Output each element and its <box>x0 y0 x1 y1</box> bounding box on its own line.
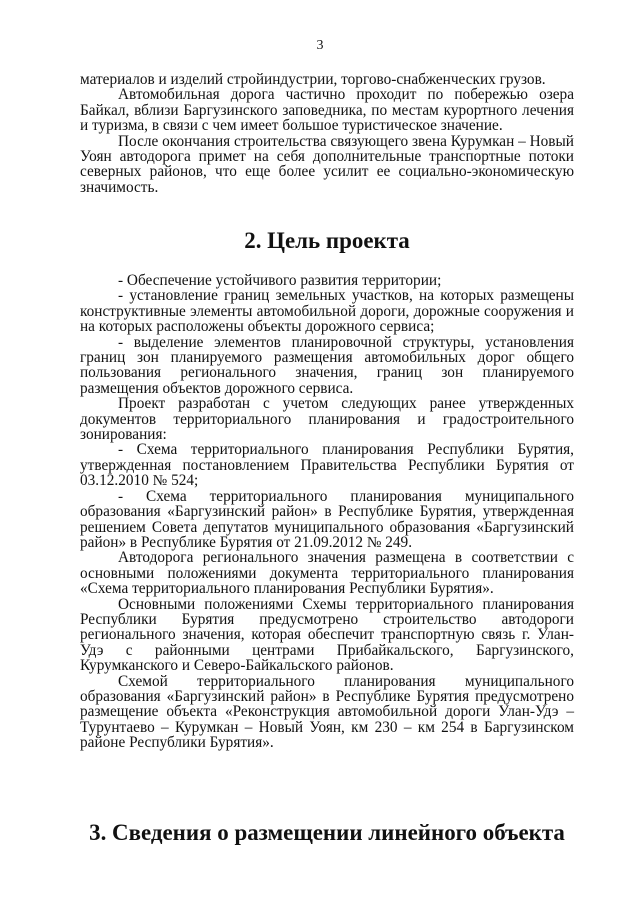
section-3-heading-wrap <box>80 820 574 845</box>
paragraph: Автодорога регионального значения размещена в соответствии с основными положениями документа территориального планирования «Схема территориального планирования Республики Бурятия». <box>80 549 574 598</box>
paragraph: После окончания строительства связующего звена Курумкан – Новый Уоян автодорога примет на себя дополнительные транспортные потоки северных районов, что еще более усилит ее социально-экономическую значимость. <box>80 132 574 196</box>
paragraph: - Обеспечение устойчивого развития территории; <box>118 272 442 289</box>
paragraph: материалов и изделий стройиндустрии, торгово-снабженческих грузов. <box>80 71 546 88</box>
paragraph: - Схема территориального планирования муниципального образования «Баргузинский район» в Республике Бурятия, утвержденная решением Совета депутатов муниципального образования «Баргузинский район» в Республике Бурятия от 21.09.2012 № 249. <box>80 487 574 551</box>
paragraph: Схемой территориального планирования муниципального образования «Баргузинский район» в Республике Бурятия предусмотрено размещение объекта «Реконструкция автомобильной дороги Улан-Удэ – Турунтаево – Курумкан – Новый Уоян, км 230 – км 254 в Баргузинском районе Республики Бурятия». <box>80 672 574 752</box>
paragraph: Проект разработан с учетом следующих ранее утвержденных документов территориального планирования и градостроительного зонирования: <box>80 395 574 444</box>
paragraph: - выделение элементов планировочной структуры, установления границ зон планируемого размещения автомобильных дорог общего пользования регионального значения, границ зон планируемого размещения объектов дорожного сервиса. <box>80 333 574 397</box>
section-2-heading-wrap <box>80 228 574 253</box>
section-3-heading: 3. Сведения о размещении линейного объекта <box>89 820 565 845</box>
page-number: 3 <box>316 38 324 53</box>
paragraph: Автомобильная дорога частично проходит по побережью озера Байкал, вблизи Баргузинского заповедника, по местам курортного лечения и туризма, в связи с чем имеет большое туристическое значение. <box>80 86 574 135</box>
paragraph: Основными положениями Схемы территориального планирования Республики Бурятия предусмотрено строительство автодороги регионального значения, которая обеспечит транспортную связь г. Улан-Удэ с районными центрами Прибайкальского, Баргузинского, Курумканского и Северо-Байкальского районов. <box>80 595 574 675</box>
paragraph: - установление границ земельных участков, на которых размещены конструктивные элементы автомобильной дороги, дорожные сооружения и на которых расположены объекты дорожного сервиса; <box>80 287 574 336</box>
section-2-body <box>80 273 574 751</box>
intro-text-block <box>80 72 574 195</box>
paragraph: - Схема территориального планирования Республики Бурятия, утвержденная постановлением Правительства Республики Бурятия от 03.12.2010 № 524; <box>80 441 574 490</box>
section-2-heading: 2. Цель проекта <box>244 228 410 253</box>
